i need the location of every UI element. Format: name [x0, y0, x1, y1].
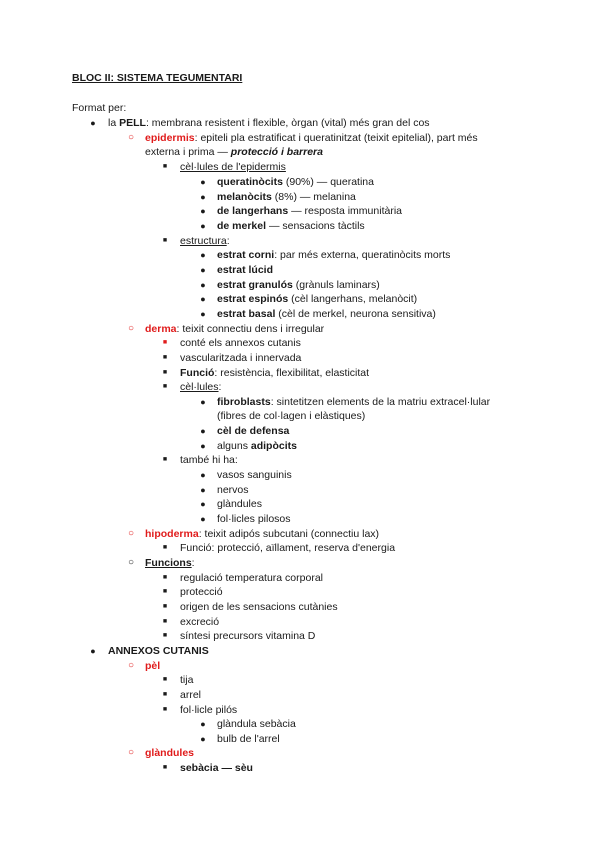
- derma-text: derma: teixit connectiu dens i irregular: [145, 323, 325, 335]
- square-bullet-icon: ■: [162, 354, 168, 361]
- disc-bullet-icon: ●: [200, 294, 206, 304]
- square-bullet-icon: ■: [162, 632, 168, 639]
- glandules-heading: glàndules: [145, 747, 195, 759]
- circle-bullet-icon: ○: [127, 528, 135, 539]
- defensa-text: cèl de defensa: [217, 425, 290, 437]
- square-bullet-icon: ■: [162, 544, 168, 551]
- merkel-text: de merkel — sensacions tàctils: [217, 220, 365, 232]
- annexos-line-text: conté els annexos cutanis: [180, 337, 301, 349]
- glandules-item-text: glàndules: [217, 498, 262, 510]
- square-bullet-icon: ■: [162, 706, 168, 713]
- origen-text: origen de les sensacions cutànies: [180, 601, 338, 613]
- disc-bullet-icon: ●: [200, 441, 206, 451]
- disc-bullet-icon: ●: [200, 250, 206, 260]
- disc-bullet-icon: ●: [200, 221, 206, 231]
- folicles-text: fol·licles pilosos: [217, 513, 291, 525]
- disc-bullet-icon: ●: [200, 426, 206, 436]
- square-bullet-icon: ■: [162, 369, 168, 376]
- basal-text: estrat basal (cèl de merkel, neurona sensitiva): [217, 308, 436, 320]
- disc-bullet-icon: ●: [200, 499, 206, 509]
- funcions-label: Funcions:: [145, 557, 195, 569]
- langerhans-text: de langerhans — resposta immunitària: [217, 205, 402, 217]
- espinos-text: estrat espinós (cèl langerhans, melanòcit): [217, 293, 418, 305]
- square-bullet-icon: ■: [162, 691, 168, 698]
- disc-bullet-icon: ●: [200, 309, 206, 319]
- disc-bullet-icon: ●: [200, 470, 206, 480]
- square-bullet-icon: ■: [162, 676, 168, 683]
- square-bullet-icon: ■: [162, 764, 168, 771]
- disc-bullet-icon: ●: [200, 485, 206, 495]
- hipoderma-text: hipoderma: teixit adipós subcutani (connectiu lax): [145, 528, 380, 540]
- disc-bullet-icon: ●: [90, 646, 96, 656]
- disc-bullet-icon: ●: [200, 280, 206, 290]
- corni-text: estrat corni: par més externa, queratinòcits morts: [217, 249, 451, 261]
- cellules-label: cèl·lules:: [180, 381, 222, 393]
- tambe-text: també hi ha:: [180, 454, 238, 466]
- hipo-funcio-text: Funció: protecció, aïllament, reserva d'energia: [180, 542, 396, 554]
- square-bullet-icon: ■: [162, 574, 168, 581]
- bulb-text: bulb de l'arrel: [217, 733, 280, 745]
- cel-epidermis-label: cèl·lules de l'epidermis: [180, 161, 286, 173]
- square-bullet-icon: ■: [162, 237, 168, 244]
- estructura-label: estructura:: [180, 235, 230, 247]
- vasos-text: vasos sanguinis: [217, 469, 292, 481]
- circle-bullet-icon: ○: [127, 557, 135, 568]
- disc-bullet-icon: ●: [200, 719, 206, 729]
- annexos-heading: ANNEXOS CUTANIS: [108, 645, 209, 657]
- granulos-text: estrat granulós (grànuls laminars): [217, 279, 380, 291]
- disc-bullet-icon: ●: [200, 177, 206, 187]
- circle-bullet-icon: ○: [127, 323, 135, 334]
- disc-bullet-icon: ●: [200, 734, 206, 744]
- excrecio-text: excreció: [180, 616, 220, 628]
- square-bullet-icon: ■: [162, 339, 168, 346]
- circle-bullet-icon: ○: [127, 747, 135, 758]
- proteccio-text: protecció: [180, 586, 223, 598]
- epidermis-text: epidermis: epiteli pla estratificat i queratinitzat (teixit epitelial), part més: [145, 132, 478, 144]
- intro-text: Format per:: [72, 102, 127, 114]
- circle-bullet-icon: ○: [127, 132, 135, 143]
- nervos-text: nervos: [217, 484, 249, 496]
- regulacio-text: regulació temperatura corporal: [180, 572, 323, 584]
- disc-bullet-icon: ●: [200, 192, 206, 202]
- pell-text: la PELL: membrana resistent i flexible, òrgan (vital) més gran del cos: [108, 117, 430, 129]
- melanocits-text: melanòcits (8%) — melanina: [217, 191, 356, 203]
- page-title: BLOC II: SISTEMA TEGUMENTARI: [72, 72, 243, 84]
- disc-bullet-icon: ●: [90, 118, 96, 128]
- disc-bullet-icon: ●: [200, 206, 206, 216]
- tija-text: tija: [180, 674, 194, 686]
- square-bullet-icon: ■: [162, 456, 168, 463]
- epidermis-text-2: externa i prima — protecció i barrera: [145, 146, 323, 158]
- fibroblasts-text: fibroblasts: sintetitzen elements de la matriu extracel·lular: [217, 396, 491, 408]
- funcio-text: Funció: resistència, flexibilitat, elasticitat: [180, 367, 370, 379]
- square-bullet-icon: ■: [162, 163, 168, 170]
- disc-bullet-icon: ●: [200, 397, 206, 407]
- vascular-text: vascularitzada i innervada: [180, 352, 302, 364]
- arrel-text: arrel: [180, 689, 202, 701]
- disc-bullet-icon: ●: [200, 514, 206, 524]
- sebacia-seu-text: sebàcia — sèu: [180, 762, 253, 774]
- fibroblasts-text-2: (fibres de col·lagen i elàstiques): [217, 410, 366, 422]
- folicle-pilos-text: fol·licle pilós: [180, 704, 238, 716]
- square-bullet-icon: ■: [162, 618, 168, 625]
- circle-bullet-icon: ○: [127, 660, 135, 671]
- sintesi-text: síntesi precursors vitamina D: [180, 630, 316, 642]
- glandula-sebacia-text: glàndula sebàcia: [217, 718, 296, 730]
- square-bullet-icon: ■: [162, 603, 168, 610]
- queratinocits-text: queratinòcits (90%) — queratina: [217, 176, 374, 188]
- lucid-text: estrat lúcid: [217, 264, 274, 276]
- square-bullet-icon: ■: [162, 383, 168, 390]
- pel-heading: pèl: [145, 660, 161, 672]
- adipocits-text: alguns adipòcits: [217, 440, 297, 452]
- square-bullet-icon: ■: [162, 588, 168, 595]
- disc-bullet-icon: ●: [200, 265, 206, 275]
